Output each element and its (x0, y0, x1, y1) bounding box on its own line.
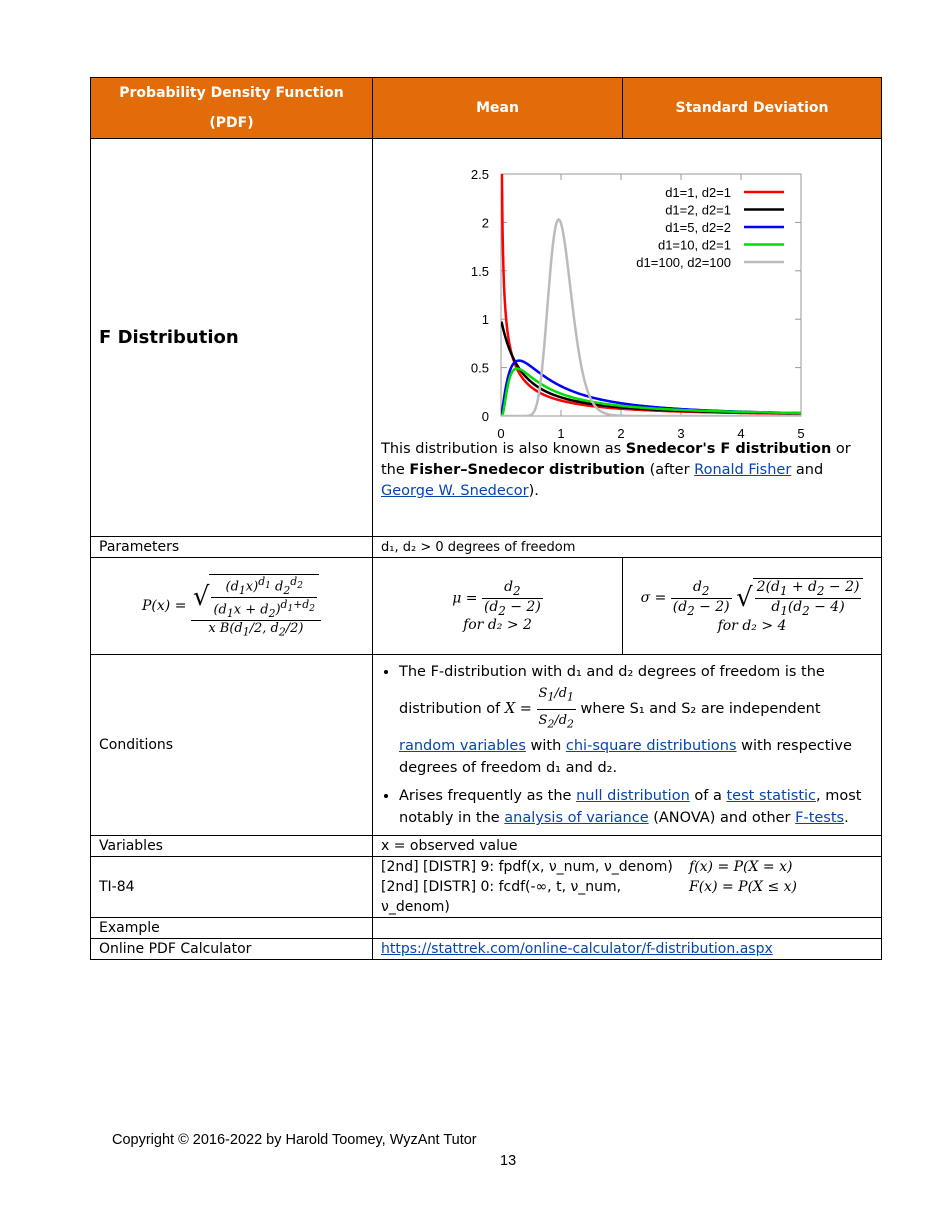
copyright: Copyright © 2016-2022 by Harold Toomey, WyzAnt Tutor (112, 1132, 477, 1148)
parameters-label: Parameters (91, 537, 373, 558)
y-tick-label: 2.5 (470, 167, 489, 182)
parameters-value: d₁, d₂ > 0 degrees of freedom (373, 537, 882, 558)
desc-text: ). (528, 483, 539, 499)
x-tick-label: 2 (617, 426, 625, 439)
example-label: Example (91, 918, 373, 939)
ti84-line-1 (381, 857, 873, 877)
page-number: 13 (500, 1153, 517, 1169)
mean-condition: for d₂ > 2 (463, 617, 532, 634)
x-formula: X = (504, 701, 537, 718)
header-mean: Mean (373, 78, 623, 139)
y-tick-label: 1 (481, 312, 489, 328)
example-value (373, 918, 882, 939)
ti84-result-2: F(x) = P(X ≤ x) (689, 879, 798, 896)
y-tick-label: 2 (481, 215, 489, 231)
pdf-lhs: P(x) = (142, 598, 187, 614)
ti84-result-1: f(x) = P(X = x) (689, 859, 793, 876)
cond-text: . (844, 810, 849, 827)
conditions-cell (373, 655, 882, 836)
pdf-formula-cell (91, 558, 373, 655)
legend-label: d1=1, d2=1 (665, 185, 731, 200)
y-tick-label: 1.5 (470, 263, 489, 279)
x-tick-label: 5 (797, 426, 805, 439)
y-tick-label: 0 (481, 409, 489, 424)
ti84-cmd-1: [2nd] [DISTR] 9: fpdf(x, ν_num, ν_denom) (381, 859, 673, 876)
series-line (502, 139, 802, 414)
f-distribution-chart (381, 139, 851, 439)
legend-label: d1=2, d2=1 (665, 202, 731, 218)
cond-text: Arises frequently as the (399, 788, 577, 805)
link-test-statistic[interactable]: test statistic (726, 788, 817, 805)
x-tick-label: 3 (677, 426, 685, 439)
cond-text: of a (689, 788, 727, 805)
cond-text: (ANOVA) and other (648, 810, 796, 827)
link-null-distribution[interactable]: null distribution (576, 788, 690, 805)
chart-cell (373, 139, 882, 537)
cond-text: with (525, 738, 566, 755)
variables-label: Variables (91, 836, 373, 857)
desc-text: or the (381, 441, 851, 478)
distribution-table (90, 77, 882, 960)
calculator-label: Online PDF Calculator (91, 939, 373, 960)
y-tick-label: 0.5 (470, 360, 489, 376)
mean-formula-cell (373, 558, 623, 655)
series-line (502, 322, 802, 414)
cond-text: where S₁ and S₂ are independent (575, 701, 821, 718)
desc-bold: Fisher–Snedecor distribution (409, 462, 645, 478)
sd-lhs: σ = (640, 590, 667, 606)
ti84-label: TI-84 (91, 857, 373, 918)
header-sd: Standard Deviation (623, 78, 882, 139)
link-f-tests[interactable]: F-tests (795, 810, 845, 827)
desc-bold: Snedecor's F distribution (625, 441, 832, 457)
condition-item-1 (399, 661, 873, 779)
cond-text: with respective degrees of freedom d₁ and d₂. (399, 738, 852, 777)
mean-lhs: μ = (452, 590, 478, 606)
condition-item-2 (399, 785, 873, 829)
ratio-formula: $\frac{S_1/d_1}{S_2/d_2}$ (537, 683, 576, 735)
legend-label: d1=5, d2=2 (665, 220, 731, 235)
ti84-cmd-2: [2nd] [DISTR] 0: fcdf(-∞, t, ν_num, ν_denom) (381, 879, 622, 916)
legend-label: d1=100, d2=100 (636, 255, 731, 270)
variables-value: x = observed value (373, 836, 882, 857)
mean-formula: $\frac{d_2}{(d_2 - 2)}$ (483, 578, 541, 618)
distribution-name: F Distribution (99, 327, 239, 348)
desc-text: (after (644, 462, 695, 478)
x-tick-label: 0 (497, 426, 505, 439)
conditions-label: Conditions (91, 655, 373, 836)
sd-formula-frac: $\frac{d_2}{(d_2 - 2)}$ (672, 578, 730, 618)
ti84-cell (373, 857, 882, 918)
cond-text: , most notably in the (399, 788, 862, 827)
link-ronald-fisher[interactable]: Ronald Fisher (694, 462, 792, 478)
distribution-name-cell (91, 139, 373, 537)
sd-formula-cell: σ = $\frac{d_2}{(d_2 - 2)}$ √ $\frac{2(d_1 + d_2 - 2)}{d_1(d_2 - 4)}$ for d₂ > 4 (623, 558, 882, 655)
sd-formula-root: $\frac{2(d_1 + d_2 - 2)}{d_1(d_2 - 4)}$ (753, 578, 864, 618)
x-tick-label: 4 (737, 426, 745, 439)
link-chi-square[interactable]: chi-square distributions (565, 738, 737, 755)
link-analysis-of-variance[interactable]: analysis of variance (504, 810, 649, 827)
link-random-variables[interactable]: random variables (399, 738, 526, 755)
pdf-formula: √ $\frac{(d_1x)^{d_1} d_2^{d_2}}{(d_1x + d_2)^{d_1+d_2}}$ x $B(d_1/2$, $d_2/2$) (191, 574, 321, 638)
ti84-line-2 (381, 877, 873, 917)
cond-text: The F-distribution with d₁ and d₂ degrees of freedom is the distribution of (399, 664, 825, 718)
calculator-link[interactable]: https://stattrek.com/online-calculator/f-distribution.aspx (381, 941, 773, 958)
header-pdf: Probability Density Function (PDF) (91, 78, 373, 139)
legend-label: d1=10, d2=1 (657, 237, 731, 253)
x-tick-label: 1 (557, 426, 565, 439)
calculator-cell (373, 939, 882, 960)
distribution-description (381, 439, 873, 504)
sd-condition: for d₂ > 4 (717, 617, 787, 634)
desc-text: and (791, 462, 824, 478)
desc-text: This distribution is also known as (381, 441, 626, 457)
link-george-snedecor[interactable]: George W. Snedecor (381, 483, 529, 499)
